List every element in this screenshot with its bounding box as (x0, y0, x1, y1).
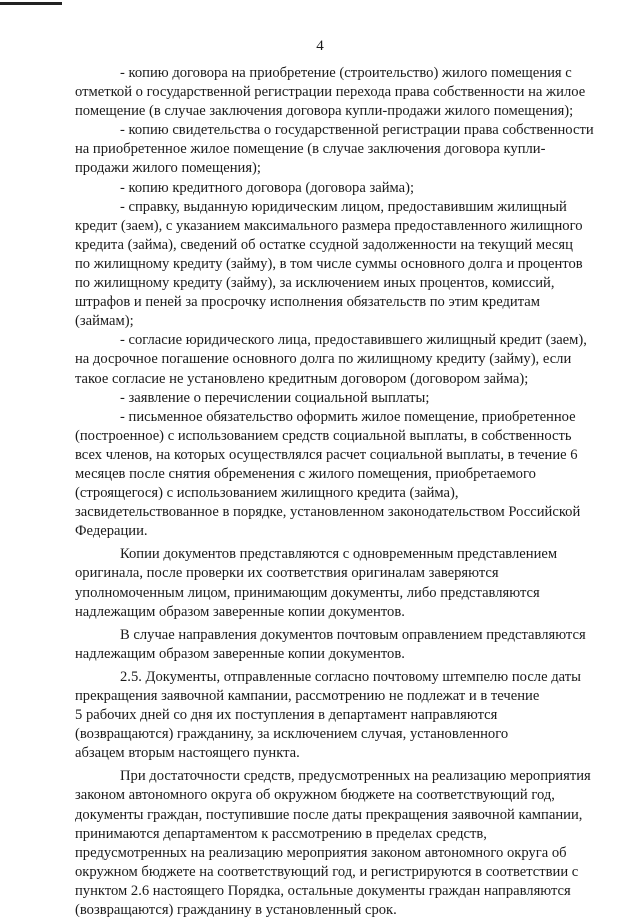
document-body (75, 64, 609, 920)
paragraph-certificate-copy: - копию свидетельства о государственной регистрации права собственности на приобретенное жилое помещение (в случае заключения договора купли- продажи жилого помещения); (75, 122, 594, 177)
paragraph-document-copies: Копии документов представляются с одновременным представлением оригинала, после проверки их соответствия оригиналам заверяются уполномоченным лицом, принимающим документы, либо представляются надлежащим образом заверенные копии документов. (75, 546, 558, 620)
paragraph-ownership-obligation: - письменное обязательство оформить жилое помещение, приобретенное (построенное) с использованием средств социальной выплаты, в собственность всех членов, на которых осуществлялся расчет социальной выплаты, в течение 6 месяцев после снятия обременения с жилого помещения, приобретаемого (строящегося) с использованием жилищного кредита (займа), засвидетельствованное в порядке, установленном законодательством Российской Федерации. (75, 408, 581, 540)
paragraph-clause-2-5: 2.5. Документы, отправленные согласно почтовому штемпелю после даты прекращения заявочной кампании, рассмотрению не подлежат и в течение 5 рабочих дней со дня их поступления в департамент направляются (возвращаются) гражданину, за исключением случая, установленного абзацем вторым настоящего пункта. (75, 668, 581, 762)
paragraph-lender-certificate: - справку, выданную юридическим лицом, предоставившим жилищный кредит (заем), с указанием максимального размера предоставленного жилищного кредита (займа), сведений об остатке ссудной задолженности на текущий месяц по жилищному кредиту (займу), в том числе суммы основного долга и процентов по жилищному кредиту (займу), за исключением иных процентов, комиссий, штрафов и пеней за просрочку исполнения обязательств по этим кредитам (займам); (75, 198, 583, 330)
paragraph-credit-agreement-copy: - копию кредитного договора (договора займа); (120, 179, 415, 196)
paragraph-postal-submission: В случае направления документов почтовым оправлением представляются надлежащим образом заверенные копии документов. (75, 626, 586, 662)
paragraph-contract-copy: - копию договора на приобретение (строительство) жилого помещения с отметкой о государственной регистрации перехода права собственности на жилое помещение (в случае заключения договора купли-продажи жилого помещения); (75, 65, 586, 120)
paragraph-sufficient-funds: При достаточности средств, предусмотренных на реализацию мероприятия законом автономного округа об окружном бюджете на соответствующий год, документы граждан, поступившие после даты прекращения заявочной кампании, принимаются департаментом к рассмотрению в пределах средств, предусмотренных на реализацию мероприятия законом автономного округа об окружном бюджете на соответствующий год, и регистрируются в соответствии с пунктом 2.6 настоящего Порядка, остальные документы граждан направляются (возвращаются) гражданину в установленный срок. (75, 768, 591, 919)
page-number: 4 (316, 38, 324, 54)
corner-mark (0, 2, 62, 5)
paragraph-early-repayment-consent: - согласие юридического лица, предоставившего жилищный кредит (заем), на досрочное погашение основного долга по жилищному кредиту (займу), если такое согласие не установлено кредитным договором (договором займа); (75, 332, 587, 387)
paragraph-transfer-application: - заявление о перечислении социальной выплаты; (120, 389, 430, 406)
